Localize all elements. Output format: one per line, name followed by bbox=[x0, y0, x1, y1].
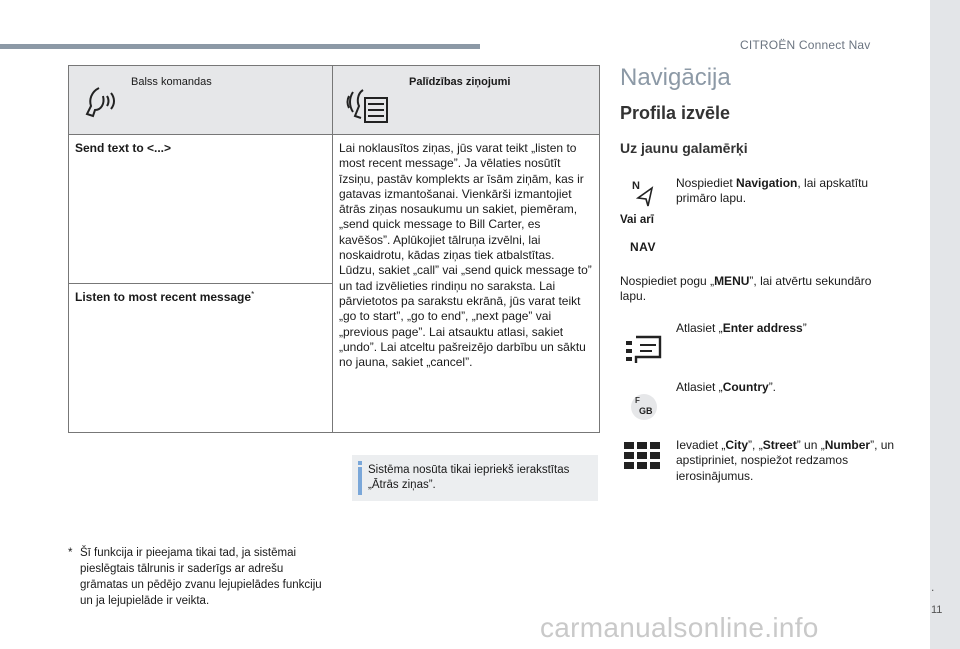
keyboard-grid-icon bbox=[624, 442, 662, 470]
footnote-star: * bbox=[68, 547, 73, 559]
country-icon-gb: GB bbox=[639, 406, 653, 416]
header-rule bbox=[0, 44, 480, 49]
column-header-help-messages: Palīdzības ziņojumi bbox=[409, 76, 511, 88]
step-keyword: Country bbox=[722, 380, 769, 394]
step-text: Atlasiet „ bbox=[676, 321, 723, 335]
help-text: Lai noklausītos ziņas, jūs varat teikt „listen to most recent message”. Ja vēlaties nosūtīt īzsiņu, pastāv komplekts ar īsām ziņām, kas ir gatavas izmantošanai. Vienkārši izmantojiet ātrās ziņas nosaukumu un sakiet, piemēram, „send quick message to Bill Carter, es kavēšos”. Aplūkojiet tālruņa izvēlni, lai noskaidrotu, kādas ziņas tiek atbalstītas. Lūdzu, sakiet „call” vai „send quick message to” un tad izvēlieties rindiņu no saraksta. Lai pārvietotos pa sarakstu ekrānā, jūs varat teikt „go to start”, „go to end”, „next page” vai „previous page”. Lai atsauktu atlasi, sakiet „undo”. Lai atceltu pašreizējo darbību un sāktu no jauna, sakiet „cancel”. bbox=[339, 141, 592, 370]
table-row bbox=[69, 135, 600, 284]
country-icon bbox=[627, 392, 661, 422]
navigation-icon bbox=[632, 178, 658, 208]
step-text: Nospiediet pogu „ bbox=[620, 274, 715, 288]
footnote-text: Šī funkcija ir pieejama tikai tad, ja sistēmai pieslēgtais tālrunis ir saderīgs ar adrešu grāmatas un pēdējo zvanu lejupielādes funkciju un ja lejupielāde ir veikta. bbox=[80, 547, 322, 607]
step-keyword: Number bbox=[824, 438, 871, 452]
watermark: carmanualsonline.info bbox=[540, 612, 819, 643]
step-text: ” un „ bbox=[796, 438, 825, 452]
step-text: ”, lai atvērtu sekundāro lapu. bbox=[620, 274, 872, 304]
step-city-street-number bbox=[676, 438, 896, 484]
step-menu bbox=[620, 274, 880, 305]
step-text: ”. bbox=[768, 380, 777, 394]
footnote-mark: * bbox=[251, 290, 255, 299]
info-note bbox=[352, 455, 598, 501]
step-keyword: Enter address bbox=[722, 321, 803, 335]
table-cell-help bbox=[333, 135, 600, 433]
table-header-help-messages bbox=[333, 66, 600, 135]
country-icon-f: F bbox=[635, 396, 640, 405]
topic-title: Uz jaunu galamērķi bbox=[620, 140, 748, 156]
step-text: ” bbox=[802, 321, 807, 335]
page-number: 11 bbox=[931, 604, 943, 616]
table-header-row bbox=[69, 66, 600, 135]
subsection-title: Profila izvēle bbox=[620, 103, 731, 123]
command-listen-recent: Listen to most recent message bbox=[75, 290, 252, 304]
enter-address-icon bbox=[624, 331, 664, 365]
voice-command-table bbox=[68, 65, 600, 433]
section-title: Navigācija bbox=[620, 64, 731, 91]
step-text: Ievadiet „ bbox=[676, 438, 726, 452]
step-text: Atlasiet „ bbox=[676, 380, 723, 394]
column-header-voice-commands: Balss komandas bbox=[131, 76, 212, 88]
page-marker: . bbox=[931, 580, 935, 594]
step-keyword: MENU bbox=[714, 274, 750, 288]
step-keyword: Navigation bbox=[736, 176, 798, 190]
step-text: , lai apskatītu primāro lapu. bbox=[676, 176, 869, 206]
table-header-voice-commands bbox=[69, 66, 333, 135]
brand-label: CITROËN Connect Nav bbox=[740, 38, 871, 52]
step-text: ”, un apstipriniet, nospiežot redzamos ierosinājumus. bbox=[676, 438, 895, 483]
nav-button-label: NAV bbox=[630, 240, 656, 254]
navigation-icon-letter: N bbox=[632, 180, 640, 192]
right-sidebar-strip bbox=[930, 0, 960, 649]
step-text: ”, „ bbox=[748, 438, 763, 452]
info-icon bbox=[358, 461, 362, 465]
voice-command-icon bbox=[81, 86, 121, 120]
step-country bbox=[676, 380, 896, 395]
command-send-text: Send text to <...> bbox=[75, 141, 172, 155]
or-label: Vai arī bbox=[620, 214, 654, 226]
voice-help-icon bbox=[345, 86, 391, 126]
step-keyword: City bbox=[725, 438, 749, 452]
table-cell-command bbox=[69, 284, 333, 433]
step-navigation bbox=[676, 176, 896, 207]
note-text: Sistēma nosūta tikai iepriekš ierakstītas „Ātrās ziņas”. bbox=[368, 464, 570, 491]
info-icon-bar bbox=[358, 467, 362, 495]
table-cell-command bbox=[69, 135, 333, 284]
step-keyword: Street bbox=[762, 438, 797, 452]
step-enter-address bbox=[676, 321, 896, 336]
step-text: Nospiediet bbox=[676, 176, 737, 190]
